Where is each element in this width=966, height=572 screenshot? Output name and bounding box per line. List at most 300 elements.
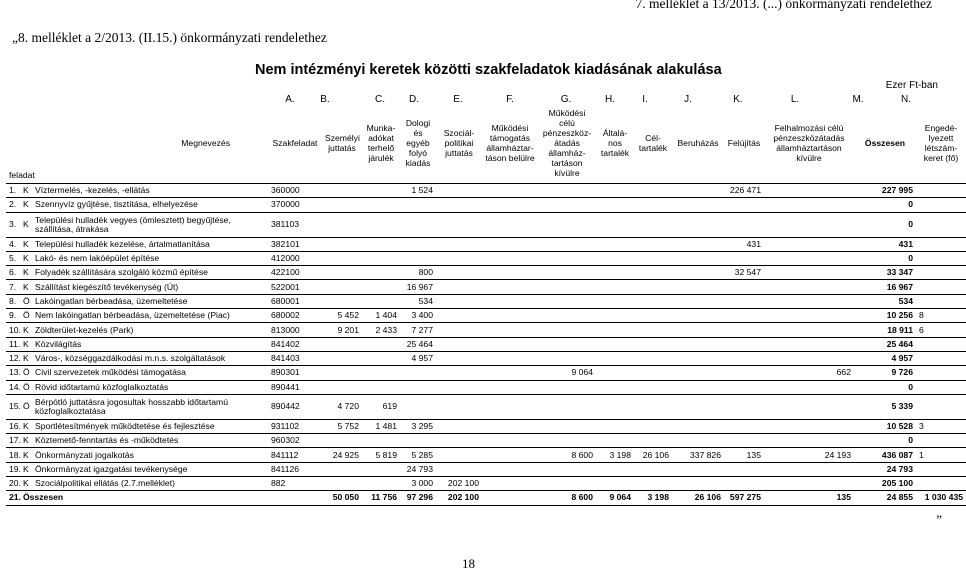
column-letter-10: J.	[684, 94, 692, 105]
cell-let: 1	[916, 448, 966, 462]
row-number: 1.	[6, 184, 20, 198]
row-type: K	[20, 251, 32, 265]
row-number: 11.	[6, 337, 20, 351]
cell-ossz: 436 087	[854, 448, 916, 462]
cell-szak: 360000	[268, 184, 322, 198]
row-number: 17.	[6, 434, 20, 448]
cell-ossz: 0	[854, 380, 916, 394]
row-type: K	[20, 198, 32, 212]
cell-mp	[538, 309, 596, 323]
cell-szem	[322, 337, 362, 351]
cell-mun: 1 481	[362, 419, 400, 433]
row-number: 13.	[6, 366, 20, 380]
cell-dol	[400, 434, 436, 448]
cell-ossz: 0	[854, 434, 916, 448]
total-label: Összesen	[20, 491, 268, 505]
cell-szoc	[436, 237, 482, 251]
cell-fel	[724, 280, 764, 294]
cell-fel	[724, 212, 764, 237]
cell-alt	[596, 251, 634, 265]
cell-ber	[672, 366, 724, 380]
cell-let	[916, 294, 966, 308]
table-row	[6, 184, 966, 198]
cell-szak: 370000	[268, 198, 322, 212]
cell-fel	[724, 434, 764, 448]
cell-alt	[596, 380, 634, 394]
cell-szak: 960302	[268, 434, 322, 448]
column-letter-12: L.	[790, 94, 800, 105]
row-number: 12.	[6, 351, 20, 365]
cell-ossz: 33 347	[854, 266, 916, 280]
cell-dol: 4 957	[400, 351, 436, 365]
row-name: Bérpótló juttatásra jogosultak hosszabb időtartamú közfoglalkoztatása	[32, 394, 268, 419]
cell-ber	[672, 323, 724, 337]
cell-dol: 5 285	[400, 448, 436, 462]
cell-mun: 2 433	[362, 323, 400, 337]
cell-alt	[596, 434, 634, 448]
table-row	[6, 266, 966, 280]
cell-fel	[724, 294, 764, 308]
cell-szoc	[436, 294, 482, 308]
cell-dol: 534	[400, 294, 436, 308]
cell-ber	[672, 380, 724, 394]
cell-cel	[634, 294, 672, 308]
cell-szem	[322, 266, 362, 280]
cell-mp	[538, 462, 596, 476]
cell-mun	[362, 434, 400, 448]
cell-cel	[634, 462, 672, 476]
cell-alt	[596, 337, 634, 351]
cell-dol: 16 967	[400, 280, 436, 294]
cell-mun: 1 404	[362, 309, 400, 323]
cell-let	[916, 198, 966, 212]
cell-dol: 24 793	[400, 462, 436, 476]
cell-szem	[322, 434, 362, 448]
row-number: 15.	[6, 394, 20, 419]
cell-szoc	[436, 280, 482, 294]
cell-felh	[764, 237, 854, 251]
cell-szoc	[436, 184, 482, 198]
cell-felh: 24 193	[764, 448, 854, 462]
row-name: Folyadék szállítására szolgáló közmű építése	[32, 266, 268, 280]
cell-szem	[322, 351, 362, 365]
row-number: 5.	[6, 251, 20, 265]
cell-ossz: 5 339	[854, 394, 916, 419]
cell-szoc	[436, 462, 482, 476]
cell-ossz: 534	[854, 294, 916, 308]
cell-alt: 3 198	[596, 448, 634, 462]
cell-cel	[634, 351, 672, 365]
cell-mp	[538, 380, 596, 394]
cell-mun	[362, 198, 400, 212]
cell-mp	[538, 323, 596, 337]
cell-let	[916, 477, 966, 491]
cell-dol	[400, 198, 436, 212]
cell-ossz: 18 911	[854, 323, 916, 337]
cell-szem: 9 201	[322, 323, 362, 337]
cell-mun	[362, 184, 400, 198]
cell-dol	[400, 366, 436, 380]
column-letter-11: K.	[733, 94, 743, 105]
row-name: Lakóingatlan bérbeadása, üzemeltetése	[32, 294, 268, 308]
total-number: 21.	[6, 491, 20, 505]
cell-szem	[322, 462, 362, 476]
cell-mun	[362, 351, 400, 365]
row-name: Önkormányzat igazgatási tevékenysége	[32, 462, 268, 476]
cell-fel	[724, 366, 764, 380]
cell-szak: 680001	[268, 294, 322, 308]
cell-ossz: 25 464	[854, 337, 916, 351]
cell-szoc	[436, 434, 482, 448]
cell-ber	[672, 294, 724, 308]
row-type: K	[20, 337, 32, 351]
header-mukodesi-penz: Működési célú pénzeszköz-átadás államház-tartáson kívülre	[542, 108, 592, 178]
column-letter-8: H.	[605, 94, 615, 105]
header-feladat: feladat	[9, 170, 35, 181]
cell-szem	[322, 366, 362, 380]
column-letter-13: M.	[852, 94, 864, 105]
cell-let	[916, 212, 966, 237]
cell-mun	[362, 280, 400, 294]
cell-dol: 3 400	[400, 309, 436, 323]
cell-felh	[764, 294, 854, 308]
column-letter-14: N.	[901, 94, 911, 105]
table-row	[6, 251, 966, 265]
cell-szem	[322, 280, 362, 294]
cell-alt	[596, 266, 634, 280]
cell-ossz: 0	[854, 251, 916, 265]
cell-szak: 680002	[268, 309, 322, 323]
cell-felh	[764, 309, 854, 323]
cell-mt	[482, 434, 538, 448]
cell-let: 6	[916, 323, 966, 337]
cell-dol	[400, 237, 436, 251]
total-cell-szem: 50 050	[322, 491, 362, 505]
total-cell-felh: 135	[764, 491, 854, 505]
row-name: Lakó- és nem lakóépület építése	[32, 251, 268, 265]
cell-mp	[538, 198, 596, 212]
table-row	[6, 198, 966, 212]
table-row	[6, 448, 966, 462]
total-cell-dol: 97 296	[400, 491, 436, 505]
row-name: Szennyvíz gyűjtése, tisztítása, elhelyezése	[32, 198, 268, 212]
cell-dol	[400, 212, 436, 237]
total-cell-fel: 597 275	[724, 491, 764, 505]
cell-szak: 890442	[268, 394, 322, 419]
total-cell-alt: 9 064	[596, 491, 634, 505]
cell-fel	[724, 251, 764, 265]
row-type: Ö	[20, 294, 32, 308]
cell-alt	[596, 212, 634, 237]
column-letter-9: I.	[642, 94, 648, 105]
cell-cel	[634, 198, 672, 212]
cell-ber	[672, 394, 724, 419]
cell-let	[916, 266, 966, 280]
cell-cel	[634, 280, 672, 294]
cell-dol: 3 000	[400, 477, 436, 491]
cell-alt	[596, 351, 634, 365]
cell-cel	[634, 251, 672, 265]
cell-szoc	[436, 309, 482, 323]
cell-alt	[596, 309, 634, 323]
total-cell-mt	[482, 491, 538, 505]
column-letter-5: E.	[453, 94, 463, 105]
cell-cel	[634, 380, 672, 394]
cell-szak: 882	[268, 477, 322, 491]
cell-szoc	[436, 212, 482, 237]
cell-fel	[724, 309, 764, 323]
cell-szem	[322, 380, 362, 394]
column-letter-2: B.	[320, 94, 330, 105]
cell-mun	[362, 266, 400, 280]
cell-mt	[482, 477, 538, 491]
cell-dol	[400, 251, 436, 265]
header-felujitas: Felújítás	[727, 138, 761, 149]
cell-szem	[322, 477, 362, 491]
total-cell-ossz: 1 030 435	[916, 491, 966, 505]
row-type: K	[20, 462, 32, 476]
cell-alt	[596, 294, 634, 308]
cell-szoc	[436, 448, 482, 462]
cell-mp	[538, 294, 596, 308]
cell-felh	[764, 337, 854, 351]
cell-szem	[322, 198, 362, 212]
cell-ber	[672, 212, 724, 237]
row-number: 19.	[6, 462, 20, 476]
cell-mt	[482, 266, 538, 280]
cell-ber	[672, 419, 724, 433]
row-number: 16.	[6, 419, 20, 433]
cell-dol: 25 464	[400, 337, 436, 351]
cell-mp	[538, 337, 596, 351]
cell-let	[916, 237, 966, 251]
table-row	[6, 294, 966, 308]
cell-fel	[724, 380, 764, 394]
table-row	[6, 380, 966, 394]
cell-mun	[362, 251, 400, 265]
cell-let	[916, 394, 966, 419]
cell-ber	[672, 266, 724, 280]
cell-szem	[322, 294, 362, 308]
cell-szoc: 202 100	[436, 477, 482, 491]
cell-mun	[362, 366, 400, 380]
cell-fel: 32 547	[724, 266, 764, 280]
cell-szoc	[436, 198, 482, 212]
table-row	[6, 462, 966, 476]
row-name: Zöldterület-kezelés (Park)	[32, 323, 268, 337]
cell-cel	[634, 266, 672, 280]
cell-felh	[764, 462, 854, 476]
row-type: K	[20, 323, 32, 337]
cell-mp	[538, 280, 596, 294]
cell-szem: 5 752	[322, 419, 362, 433]
cell-szem	[322, 184, 362, 198]
cell-mp	[538, 237, 596, 251]
cell-szem: 24 925	[322, 448, 362, 462]
row-number: 14.	[6, 380, 20, 394]
cell-fel: 226 471	[724, 184, 764, 198]
cell-let: 3	[916, 419, 966, 433]
cell-szak: 890301	[268, 366, 322, 380]
column-letter-1: A.	[285, 94, 295, 105]
table-row	[6, 419, 966, 433]
cell-mt	[482, 366, 538, 380]
table-row	[6, 323, 966, 337]
cell-mp	[538, 477, 596, 491]
cell-alt	[596, 394, 634, 419]
cell-szoc	[436, 419, 482, 433]
cell-alt	[596, 280, 634, 294]
cell-mt	[482, 419, 538, 433]
cell-ber	[672, 337, 724, 351]
cell-mun	[362, 462, 400, 476]
table-row	[6, 212, 966, 237]
cell-mp: 9 064	[538, 366, 596, 380]
table-row	[6, 366, 966, 380]
cell-szak: 412000	[268, 251, 322, 265]
total-row	[6, 491, 966, 505]
header-letszam: Engedé-lyezett létszám-keret (fő)	[923, 123, 959, 163]
cell-felh	[764, 184, 854, 198]
cell-felh	[764, 323, 854, 337]
cell-ber	[672, 351, 724, 365]
row-type: Ö	[20, 394, 32, 419]
table-row	[6, 309, 966, 323]
row-type: K	[20, 434, 32, 448]
cell-cel	[634, 184, 672, 198]
column-letter-7: G.	[560, 94, 572, 105]
row-name: Víztermelés, -kezelés, -ellátás	[32, 184, 268, 198]
cell-cel	[634, 237, 672, 251]
cell-szoc	[436, 337, 482, 351]
row-number: 6.	[6, 266, 20, 280]
cell-ossz: 10 528	[854, 419, 916, 433]
cell-ber	[672, 462, 724, 476]
cell-dol	[400, 394, 436, 419]
cell-fel	[724, 351, 764, 365]
cell-szem: 4 720	[322, 394, 362, 419]
cell-mt	[482, 448, 538, 462]
cell-ber: 337 826	[672, 448, 724, 462]
row-name: Települési hulladék vegyes (ömlesztett) begyűjtése, szállítása, átrakása	[32, 212, 268, 237]
row-type: K	[20, 477, 32, 491]
cell-ber	[672, 477, 724, 491]
cell-cel	[634, 212, 672, 237]
header-szakfeladat: Szakfeladat	[272, 138, 318, 149]
cell-ossz: 24 793	[854, 462, 916, 476]
cell-fel	[724, 462, 764, 476]
cell-szem	[322, 251, 362, 265]
cell-alt	[596, 366, 634, 380]
cell-let	[916, 184, 966, 198]
cell-ossz: 205 100	[854, 477, 916, 491]
cell-mt	[482, 309, 538, 323]
page-number: 18	[462, 556, 475, 571]
cell-mt	[482, 462, 538, 476]
cell-let	[916, 280, 966, 294]
column-letter-3: C.	[375, 94, 385, 105]
row-name: Rövid időtartamú közfoglalkoztatás	[32, 380, 268, 394]
cell-alt	[596, 237, 634, 251]
cell-mun	[362, 380, 400, 394]
cell-szak: 931102	[268, 419, 322, 433]
row-name: Önkormányzati jogalkotás	[32, 448, 268, 462]
cell-ber	[672, 184, 724, 198]
row-name: Sportlétesítmények működtetése és fejlesztése	[32, 419, 268, 433]
total-cell-ber: 26 106	[672, 491, 724, 505]
cell-mp	[538, 212, 596, 237]
cell-mp	[538, 251, 596, 265]
cell-ossz: 227 995	[854, 184, 916, 198]
cell-alt	[596, 462, 634, 476]
cell-felh	[764, 266, 854, 280]
cell-let	[916, 337, 966, 351]
cell-fel	[724, 198, 764, 212]
row-name: Települési hulladék kezelése, ártalmatlanítása	[32, 237, 268, 251]
cell-fel	[724, 477, 764, 491]
cell-felh	[764, 419, 854, 433]
cell-ber	[672, 198, 724, 212]
cell-alt	[596, 419, 634, 433]
header-left-annex-ref: „8. melléklet a 2/2013. (II.15.) önkormányzati rendelethez	[12, 30, 327, 45]
cell-szoc	[436, 323, 482, 337]
cell-mp	[538, 266, 596, 280]
cell-mp	[538, 434, 596, 448]
cell-mun	[362, 337, 400, 351]
cell-szak: 890441	[268, 380, 322, 394]
cell-felh	[764, 198, 854, 212]
cell-szak: 841126	[268, 462, 322, 476]
expenditure-table	[6, 105, 966, 506]
cell-cel	[634, 309, 672, 323]
row-name: Köztemető-fenntartás és -működtetés	[32, 434, 268, 448]
cell-mp	[538, 394, 596, 419]
row-type: K	[20, 419, 32, 433]
cell-felh	[764, 394, 854, 419]
cell-let: 8	[916, 309, 966, 323]
cell-mt	[482, 337, 538, 351]
cell-ossz: 0	[854, 212, 916, 237]
cell-mun	[362, 237, 400, 251]
cell-felh	[764, 212, 854, 237]
header-megnevezes: Megnevezés	[181, 138, 230, 149]
cell-szem	[322, 237, 362, 251]
cell-dol	[400, 380, 436, 394]
cell-mun	[362, 294, 400, 308]
total-cell-mun: 11 756	[362, 491, 400, 505]
cell-cel	[634, 434, 672, 448]
row-type: Ö	[20, 380, 32, 394]
row-number: 3.	[6, 212, 20, 237]
cell-mp	[538, 419, 596, 433]
cell-mt	[482, 351, 538, 365]
cell-szoc	[436, 394, 482, 419]
cell-szoc	[436, 266, 482, 280]
cell-cel	[634, 337, 672, 351]
cell-szak: 522001	[268, 280, 322, 294]
cell-felh	[764, 380, 854, 394]
cell-ossz: 10 256	[854, 309, 916, 323]
cell-ber	[672, 309, 724, 323]
header-altalanos: Általá-nos tartalék	[600, 128, 630, 158]
row-name: Közvilágítás	[32, 337, 268, 351]
cell-fel	[724, 323, 764, 337]
cell-dol: 1 524	[400, 184, 436, 198]
cell-mun: 5 819	[362, 448, 400, 462]
cell-mt	[482, 184, 538, 198]
column-letter-4: D.	[409, 94, 419, 105]
page-title: Nem intézményi keretek közötti szakfeladatok kiadásának alakulása	[255, 62, 722, 78]
